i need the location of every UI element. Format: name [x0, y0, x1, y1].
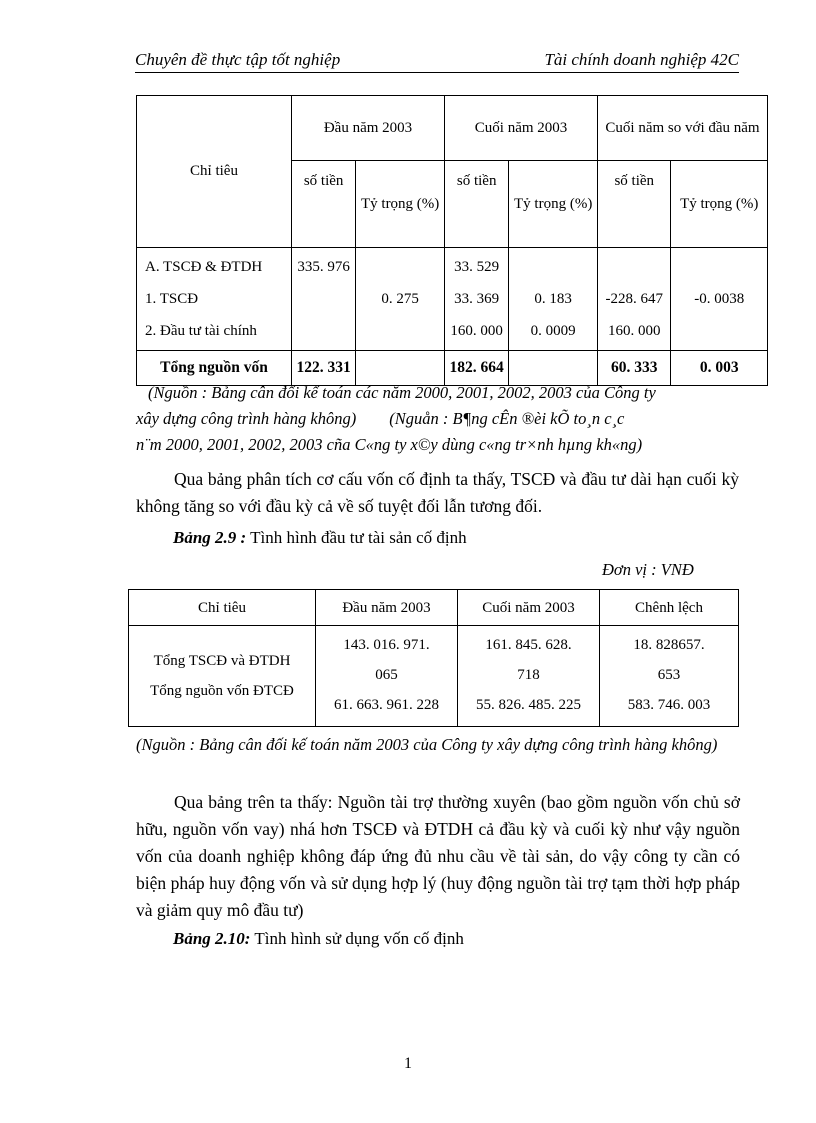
group-header-comparison: Cuối năm so với đầu năm — [598, 96, 768, 161]
caption-text: Tình hình sử dụng vốn cố định — [254, 929, 464, 948]
row-label: A. TSCĐ & ĐTDH — [145, 259, 263, 275]
cell: 160. 000 — [608, 323, 661, 339]
cell: 0. 275 — [381, 291, 419, 307]
cell — [360, 315, 440, 347]
sub-header-amount: số tiền — [292, 161, 356, 248]
caption-label: Bảng 2.9 : — [173, 528, 247, 547]
cell: 160. 000 — [450, 323, 503, 339]
cell — [296, 283, 351, 315]
table-caption-2-9 — [173, 528, 467, 548]
cell — [675, 251, 763, 283]
cell: -228. 647 — [605, 291, 663, 307]
cell: 60. 333 — [598, 351, 671, 386]
header-left: Chuyên đề thực tập tốt nghiệp — [135, 50, 341, 69]
sub-header-amount: số tiền — [445, 161, 509, 248]
cell: 161. 845. 628. 718 — [485, 637, 572, 683]
group-header-end-2003: Cuối năm 2003 — [445, 96, 598, 161]
header-cell: Đầu năm 2003 — [316, 590, 458, 626]
cell: 33. 529 — [454, 259, 500, 275]
cell: 122. 331 — [292, 351, 356, 386]
row-label: 1. TSCĐ — [145, 291, 199, 307]
row-label: Tổng TSCĐ và ĐTDH — [153, 653, 291, 669]
unit-label: Đơn vị : VNĐ — [602, 560, 694, 579]
table-caption-2-10 — [173, 929, 464, 949]
cell: 18. 828657. 653 — [633, 637, 705, 683]
cell: 182. 664 — [445, 351, 509, 386]
cell: 583. 746. 003 — [627, 697, 711, 713]
table-row-group — [137, 248, 768, 351]
fixed-asset-investment-table — [128, 589, 739, 727]
sub-header-ratio: Tỷ trọng (%) — [671, 161, 768, 248]
source-note-line-3: n¨m 2000, 2001, 2002, 2003 cña C«ng ty x©y dùng c«ng tr×nh hµng kh«ng) — [136, 435, 643, 454]
source-note-2: (Nguồn : Bảng cân đối kế toán năm 2003 của Công ty xây dựng công trình hàng không) — [136, 735, 718, 754]
cell: 0. 003 — [671, 351, 768, 386]
sub-header-amount: số tiền — [598, 161, 671, 248]
cell — [513, 251, 593, 283]
header-cell: Cuối năm 2003 — [458, 590, 600, 626]
cell — [675, 315, 763, 347]
header-cell: Chênh lệch — [600, 590, 739, 626]
cell: 143. 016. 971. 065 — [343, 637, 430, 683]
sub-header-ratio: Tỷ trọng (%) — [509, 161, 598, 248]
page-header — [135, 48, 739, 73]
header-cell: Chỉ tiêu — [129, 590, 316, 626]
cell — [602, 251, 666, 283]
cell: -0. 0038 — [694, 291, 745, 307]
caption-label: Bảng 2.10: — [173, 929, 251, 948]
cell — [360, 251, 440, 283]
paragraph-2: Qua bảng trên ta thấy: Nguồn tài trợ thường xuyên (bao gồm nguồn vốn chủ sở hữu, nguồn vốn vay) nhá hơn TSCĐ và ĐTDH cả đầu kỳ và cuối kỳ như vậy nguồn vốn của doanh nghiệp không đáp ứng đủ nhu cầu về tài sản, do vậy công ty cần có biện pháp huy động vốn và sử dụng hợp lý (huy động nguồn tài trợ tạm thời hợp pháp và giảm quy mô đầu tư) — [136, 792, 740, 920]
cell: 55. 826. 485. 225 — [476, 697, 581, 713]
row-label: Tổng nguồn vốn ĐTCĐ — [150, 683, 294, 699]
cell: 335. 976 — [297, 259, 350, 275]
total-label: Tổng nguồn vốn — [137, 351, 292, 386]
cell: 61. 663. 961. 228 — [334, 697, 439, 713]
cell: 0. 183 — [534, 291, 572, 307]
source-note-line-2: xây dựng công trình hàng không) (Nguån : B¶ng cÊn ®èi kÕ to¸n c¸c — [136, 409, 625, 428]
group-header-start-2003: Đầu năm 2003 — [292, 96, 445, 161]
source-note-line-1: (Nguồn : Bảng cân đối kế toán các năm 2000, 2001, 2002, 2003 của Công ty — [148, 383, 656, 402]
cell: 0. 0009 — [530, 323, 576, 339]
caption-text: Tình hình đầu tư tài sản cố định — [250, 528, 467, 547]
cell — [296, 315, 351, 347]
paragraph-1: Qua bảng phân tích cơ cấu vốn cố định ta thấy, TSCĐ và đầu tư dài hạn cuối kỳ không tăng so với đầu kỳ cả về số tuyệt đối lẫn tương đối. — [136, 469, 739, 516]
row-label: 2. Đầu tư tài chính — [145, 323, 257, 339]
page-number: 1 — [404, 1055, 412, 1072]
row-label-header: Chỉ tiêu — [137, 96, 292, 248]
capital-structure-table — [136, 95, 768, 386]
cell: 33. 369 — [454, 291, 500, 307]
header-right: Tài chính doanh nghiệp 42C — [544, 50, 739, 69]
sub-header-ratio: Tỷ trọng (%) — [356, 161, 445, 248]
